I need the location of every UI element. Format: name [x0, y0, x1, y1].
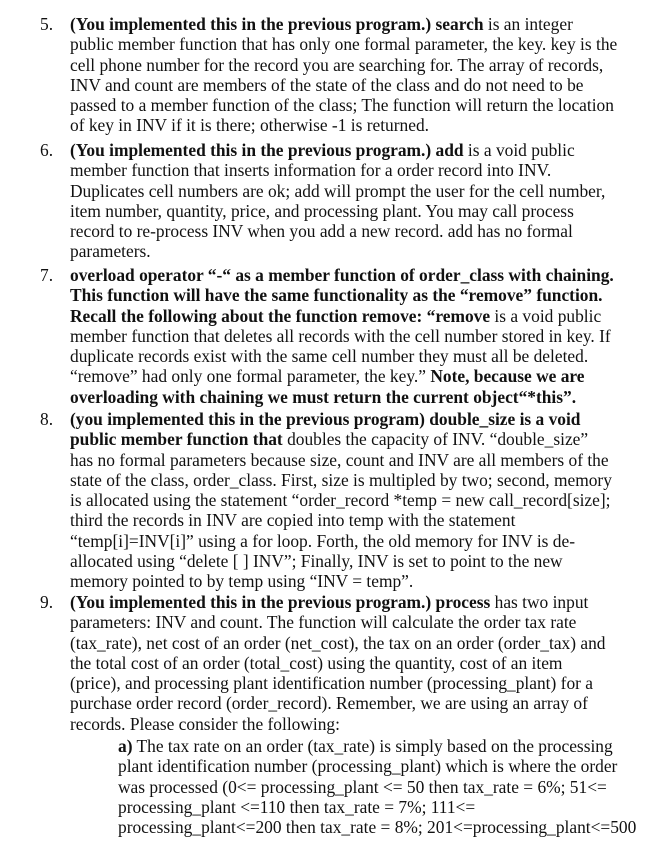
text-line — [118, 817, 638, 837]
text-run: duplicate records exist with the same cell number they must all be deleted. — [70, 346, 589, 367]
bold-text-run: overload operator “-“ as a member function of order_class with chaining. — [70, 265, 614, 285]
text-line — [70, 571, 630, 591]
item-body — [70, 14, 630, 136]
text-line — [70, 633, 630, 653]
text-line — [70, 551, 630, 571]
item-number: 7. — [40, 265, 54, 285]
list-item-9 — [40, 592, 630, 734]
item-number: 9. — [40, 592, 54, 612]
text-run: member function that inserts information for a order record into INV. — [70, 160, 552, 181]
text-run: has two input — [490, 592, 589, 612]
text-line — [70, 531, 630, 551]
text-line — [118, 736, 638, 756]
text-run: is a void public — [463, 140, 575, 160]
text-line — [70, 429, 630, 449]
text-run: public member function that has only one formal parameter, the key. key is the — [70, 34, 618, 55]
text-run: processing_plant<=200 then tax_rate = 8%; 201<=processing_plant<=500 — [118, 817, 637, 838]
text-run: item number, quantity, price, and processing plant. You may call process — [70, 200, 574, 221]
text-run: parameters. — [70, 241, 151, 262]
item-body — [70, 592, 630, 734]
text-line — [70, 140, 630, 160]
text-run: the total cost of an order (total_cost) using the quantity, cost of an item — [70, 652, 563, 673]
text-line — [70, 510, 630, 530]
text-line — [118, 797, 638, 817]
text-line — [70, 285, 630, 305]
text-line — [70, 653, 630, 673]
item-body — [70, 409, 630, 592]
text-line — [70, 34, 630, 54]
text-line — [70, 306, 630, 326]
text-line — [70, 612, 630, 632]
text-run: memory pointed to by temp using “INV = temp”. — [70, 571, 414, 592]
text-run: of key in INV if it is there; otherwise -1 is returned. — [70, 115, 429, 136]
text-run: member function that deletes all records with the cell number stored in key. If — [70, 325, 611, 346]
text-line — [70, 75, 630, 95]
item-body — [70, 265, 630, 407]
text-line — [70, 490, 630, 510]
text-line — [70, 221, 630, 241]
text-run: record to re-process INV when you add a new record. add has no formal — [70, 221, 573, 242]
text-run: “temp[i]=INV[i]” using a for loop. Forth, the old memory for INV is de- — [70, 530, 576, 551]
text-line — [70, 115, 630, 135]
text-line — [70, 693, 630, 713]
text-line — [70, 366, 630, 386]
text-run: allocated using “delete [ ] INV”; Finally, INV is set to point to the new — [70, 551, 563, 572]
text-run: is a void public — [490, 305, 602, 326]
text-line — [118, 777, 638, 797]
text-run: (price), and processing plant identification number (processing_plant) for a — [70, 673, 593, 694]
item-number: 8. — [40, 409, 54, 429]
text-line — [70, 95, 630, 115]
text-run: passed to a member function of the class; The function will return the location — [70, 95, 614, 116]
text-line — [70, 55, 630, 75]
bold-text-run: (You implemented this in the previous program.) search — [70, 14, 484, 34]
list-item-5 — [40, 14, 630, 136]
text-line — [70, 201, 630, 221]
text-line — [70, 265, 630, 285]
text-line — [70, 346, 630, 366]
text-run: parameters: INV and count. The function will calculate the order tax rate — [70, 612, 577, 633]
text-run: processing_plant <=110 then tax_rate = 7%; 111<= — [118, 796, 476, 817]
bold-text-run: This function will have the same functionality as the “remove” function. — [70, 285, 603, 306]
list-item-7 — [40, 265, 630, 407]
text-line — [70, 241, 630, 261]
bold-text-run: Recall the following about the function remove: “remove — [70, 305, 491, 326]
item-body — [70, 140, 630, 262]
item-number: 5. — [40, 14, 54, 34]
bold-text-run: Note, because we are — [430, 366, 585, 387]
text-line — [70, 409, 630, 429]
text-run: was processed (0<= processing_plant <= 50 then tax_rate = 6%; 51<= — [118, 776, 607, 797]
text-run: cell phone number for the record you are searching for. The array of records, — [70, 54, 604, 75]
text-run: records. Please consider the following: — [70, 713, 340, 734]
bold-text-run: a) — [118, 736, 133, 756]
text-line — [70, 592, 630, 612]
text-line — [70, 387, 630, 407]
text-line — [70, 470, 630, 490]
text-line — [70, 14, 630, 34]
list-item-6 — [40, 140, 630, 262]
item-number: 6. — [40, 140, 54, 160]
text-run: “remove” had only one formal parameter, the key.” — [70, 366, 431, 387]
bold-text-run: (You implemented this in the previous program.) add — [70, 140, 464, 160]
text-run: The tax rate on an order (tax_rate) is simply based on the processing — [132, 736, 613, 756]
text-line — [70, 673, 630, 693]
text-line — [70, 714, 630, 734]
text-run: is allocated using the statement “order_record *temp = new call_record[size]; — [70, 490, 611, 511]
text-run: third the records in INV are copied into temp with the statement — [70, 510, 516, 531]
bold-text-run: (you implemented this in the previous program) double_size is a void — [70, 409, 581, 429]
text-run: is an integer — [483, 14, 573, 34]
text-run: plant identification number (processing_plant) which is where the order — [118, 756, 618, 777]
sub-item-a — [118, 736, 638, 837]
text-line — [118, 756, 638, 776]
list-item-8 — [40, 409, 630, 592]
bold-text-run: public member function that — [70, 429, 283, 450]
text-run: state of the class, order_class. First, size is multipled by two; second, memory — [70, 469, 612, 490]
bold-text-run: overloading with chaining we must return the current object“*this”. — [70, 386, 577, 407]
text-run: has no formal parameters because size, count and INV are all members of the — [70, 449, 609, 470]
text-run: purchase order record (order_record). Remember, we are using an array of — [70, 693, 588, 714]
text-line — [70, 450, 630, 470]
bold-text-run: (You implemented this in the previous program.) process — [70, 592, 491, 612]
text-line — [70, 181, 630, 201]
text-run: Duplicates cell numbers are ok; add will prompt the user for the cell number, — [70, 180, 606, 201]
text-run: INV and count are members of the state of the class and do not need to be — [70, 74, 584, 95]
text-run: doubles the capacity of INV. “double_size” — [282, 429, 589, 450]
text-line — [70, 326, 630, 346]
text-run: (tax_rate), net cost of an order (net_cost), the tax on an order (order_tax) and — [70, 632, 606, 653]
text-line — [70, 160, 630, 180]
